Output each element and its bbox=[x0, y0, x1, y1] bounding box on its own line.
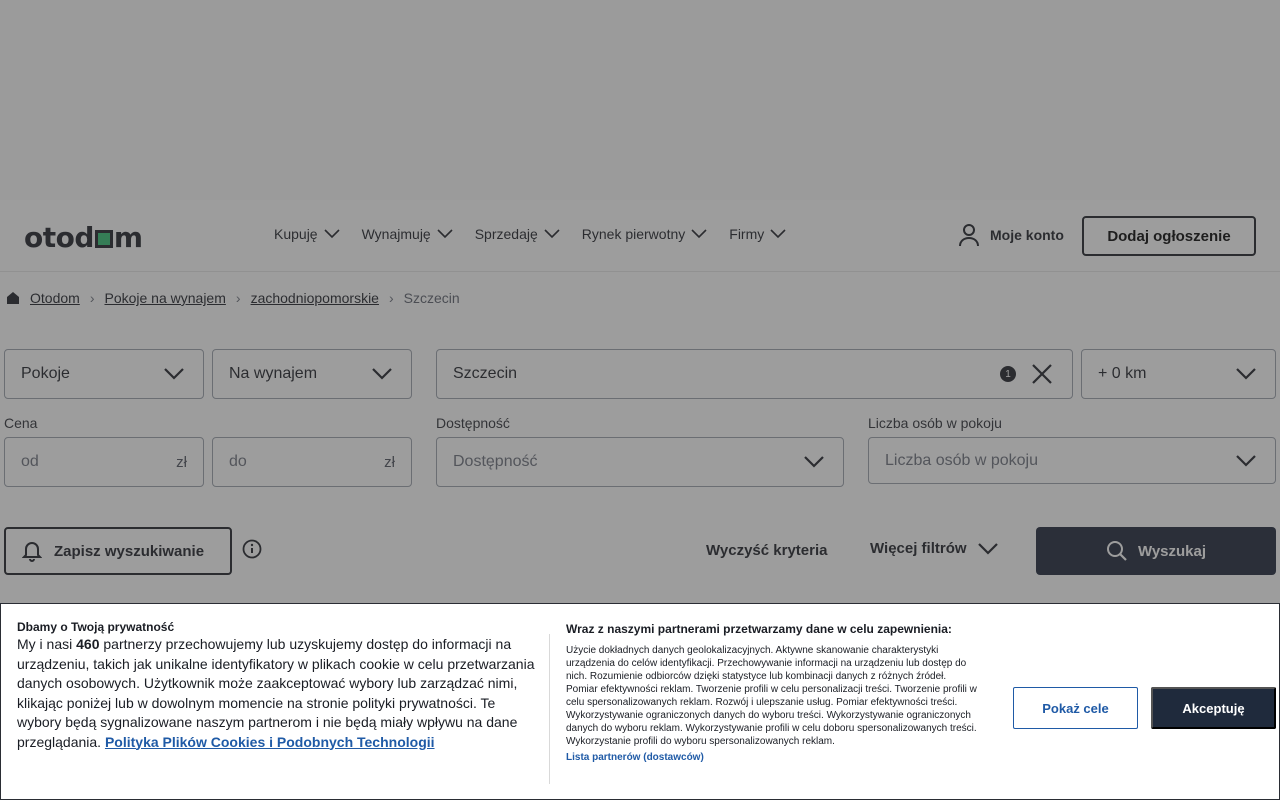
cookie-consent-banner bbox=[0, 603, 1280, 800]
purpose-line: danych do wyboru reklam. Wykorzystywanie profili w celu doboru spersonalizowanych treści. bbox=[566, 723, 977, 734]
cookie-policy-link[interactable]: Polityka Plików Cookies i Podobnych Technologii bbox=[104, 733, 435, 750]
purpose-line: Wykorzystywanie ograniczonych danych do wyboru treści. Wykorzystywanie ograniczonych bbox=[566, 710, 971, 721]
consent-purposes-title: Wraz z naszymi partnerami przetwarzamy dane w celu zapewnienia: bbox=[566, 622, 952, 636]
purpose-line: celu spersonalizowanych reklam. Rozwój i ulepszanie usług. Pomiar efektywności treści. bbox=[566, 697, 958, 708]
consent-body-prefix: My i nasi bbox=[17, 636, 77, 652]
show-purposes-button[interactable]: Pokaż cele bbox=[1013, 687, 1138, 729]
purpose-line: nich. Rozumienie odbiorców dzięki statystyce lub kombinacji danych z różnych źródeł. bbox=[566, 671, 947, 682]
consent-divider bbox=[549, 634, 550, 784]
purpose-line: Użycie dokładnych danych geolokalizacyjnych. Aktywne skanowanie charakterystyki bbox=[566, 645, 939, 656]
partners-list-link[interactable]: Lista partnerów (dostawców) bbox=[566, 752, 704, 763]
purpose-line: urządzenia do celów identyfikacji. Przechowywanie informacji na urządzeniu lub dostęp do bbox=[566, 658, 967, 669]
partners-count: 460 bbox=[76, 636, 100, 652]
consent-title: Dbamy o Twoją prywatność bbox=[17, 620, 175, 634]
consent-body-text: partnerzy przechowujemy lub uzyskujemy dostęp do informacji na urządzeniu, takich jak unikalne identyfikatory w plikach cookie w celu przetwarzania danych osobowych. Użytkownik może zaakceptować wybory lub zarządzać nimi, klikając poniżej lub w dowolnym momencie na stronie polityki prywatności. Te wybory będą sygnalizowane naszym partnerom i nie będą miały wpływu na dane przeglądania. bbox=[17, 636, 535, 750]
purpose-line: Pomiar efektywności reklam. Tworzenie profili w celu personalizacji treści. Tworzenie profili w bbox=[566, 684, 977, 695]
accept-button[interactable]: Akceptuję bbox=[1151, 687, 1276, 729]
purpose-line: Wykorzystanie profili do wyboru spersonalizowanych reklam. bbox=[566, 736, 835, 747]
consent-body bbox=[17, 635, 539, 752]
consent-purposes-text bbox=[566, 644, 1036, 748]
